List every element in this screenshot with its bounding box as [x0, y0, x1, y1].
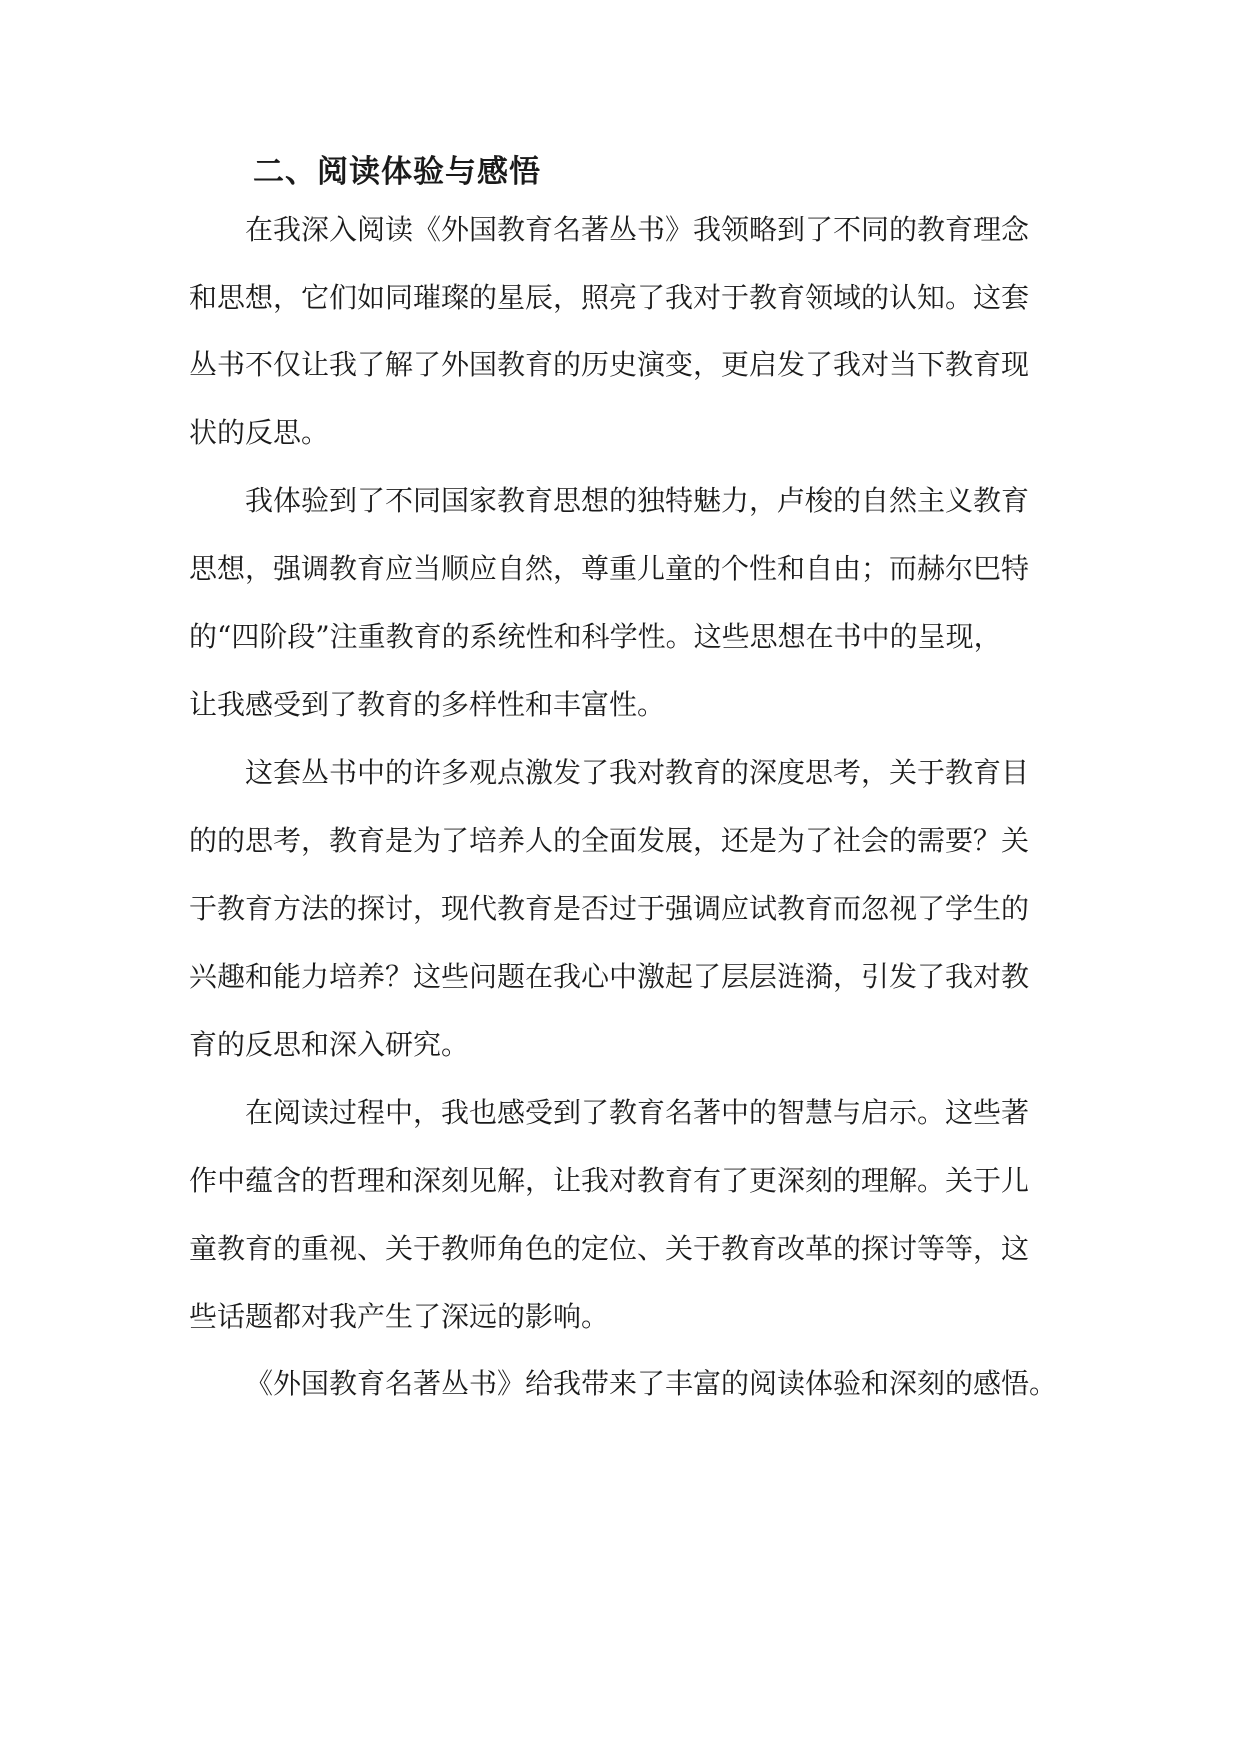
paragraph-4-line-1: 在阅读过程中，我也感受到了教育名著中的智慧与启示。这些著 — [245, 1096, 1030, 1129]
paragraph-1-line-3: 丛书不仅让我了解了外国教育的历史演变，更启发了我对当下教育现 — [189, 348, 1030, 381]
paragraph-5-line-1: 《外国教育名著丛书》给我带来了丰富的阅读体验和深刻的感悟。 — [245, 1367, 1058, 1400]
paragraph-4-line-4: 些话题都对我产生了深远的影响。 — [189, 1300, 610, 1333]
paragraph-4-line-2: 作中蕴含的哲理和深刻见解，让我对教育有了更深刻的理解。关于儿 — [189, 1164, 1030, 1197]
paragraph-3-line-2: 的的思考，教育是为了培养人的全面发展，还是为了社会的需要？关 — [189, 824, 1030, 857]
section-heading: 二、阅读体验与感悟 — [253, 154, 541, 190]
paragraph-2-line-3: 的“四阶段”注重教育的系统性和科学性。这些思想在书中的呈现， — [189, 620, 1002, 653]
paragraph-3-line-3: 于教育方法的探讨，现代教育是否过于强调应试教育而忽视了学生的 — [189, 892, 1030, 925]
paragraph-4-line-3: 童教育的重视、关于教师角色的定位、关于教育改革的探讨等等，这 — [189, 1232, 1030, 1265]
paragraph-3-line-5: 育的反思和深入研究。 — [189, 1028, 470, 1061]
paragraph-2-line-4: 让我感受到了教育的多样性和丰富性。 — [189, 688, 666, 721]
paragraph-3-line-1: 这套丛书中的许多观点激发了我对教育的深度思考，关于教育目 — [245, 756, 1030, 789]
paragraph-2-line-2: 思想，强调教育应当顺应自然，尊重儿童的个性和自由；而赫尔巴特 — [189, 552, 1030, 585]
paragraph-1-line-1: 在我深入阅读《外国教育名著丛书》我领略到了不同的教育理念 — [245, 213, 1030, 246]
paragraph-1-line-2: 和思想，它们如同璀璨的星辰，照亮了我对于教育领域的认知。这套 — [189, 281, 1030, 314]
paragraph-2-line-1: 我体验到了不同国家教育思想的独特魅力，卢梭的自然主义教育 — [245, 484, 1030, 517]
paragraph-1-line-4: 状的反思。 — [189, 416, 330, 449]
paragraph-3-line-4: 兴趣和能力培养？这些问题在我心中激起了层层涟漪，引发了我对教 — [189, 960, 1030, 993]
